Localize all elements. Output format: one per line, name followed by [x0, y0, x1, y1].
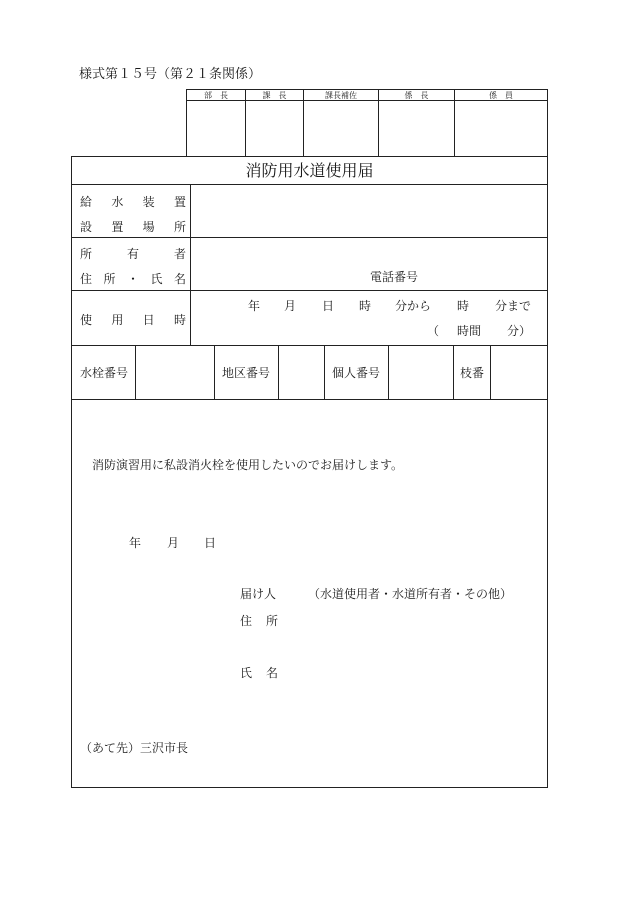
date-year-unit: 年 [129, 536, 142, 550]
equipment-location-field[interactable] [191, 185, 547, 237]
form-title: 消防用水道使用届 [245, 161, 374, 180]
minute-until-unit: 分まで [495, 299, 532, 313]
name-label-2: 名 [266, 666, 279, 680]
stamp-header-unit-chief: 係 長 [404, 91, 429, 100]
personal-number-field[interactable] [389, 346, 453, 399]
day-unit: 日 [322, 299, 335, 313]
applicant-address-field[interactable] [308, 607, 538, 631]
owner-label-line1: 所 有 者 [80, 247, 186, 261]
stamp-header-department-head: 部 長 [204, 91, 228, 100]
duration-minutes-unit: 分） [507, 324, 532, 338]
location-label-line2: 設 置 場 所 [80, 220, 186, 234]
branch-number-field[interactable] [491, 346, 547, 399]
hour-unit: 時 [359, 299, 372, 313]
applicant-label: 届け人 [240, 587, 277, 601]
date-month-unit: 月 [167, 536, 180, 550]
stamp-header-deputy-chief: 課長補佐 [325, 91, 357, 100]
numbers-cell-divider [453, 345, 454, 399]
stamp-header-staff: 係 員 [489, 91, 513, 100]
month-unit: 月 [284, 299, 297, 313]
minute-from-unit: 分から [395, 299, 432, 313]
equipment-label-line1: 給 水 装 置 [80, 195, 186, 209]
duration-hours-unit: 時間 [457, 324, 482, 338]
duration-open-paren: （ [427, 324, 440, 338]
hour-until-unit: 時 [457, 299, 470, 313]
form-number: 様式第１５号（第２１条関係） [79, 67, 262, 82]
phone-number-label: 電話番号 [370, 270, 419, 284]
year-unit: 年 [248, 299, 261, 313]
address-label-2: 所 [266, 614, 279, 628]
personal-number-label: 個人番号 [332, 366, 381, 380]
applicant-name-field[interactable] [308, 659, 538, 683]
district-number-field[interactable] [279, 346, 324, 399]
date-day-unit: 日 [204, 536, 217, 550]
name-label-1: 氏 [240, 666, 253, 680]
notification-form [71, 156, 548, 788]
row-divider [72, 399, 547, 400]
applicant-type-note: （水道使用者・水道所有者・その他） [308, 587, 513, 601]
address-label-1: 住 [240, 614, 253, 628]
addressee: （あて先）三沢市長 [80, 741, 189, 755]
stamp-header-section-chief: 課 長 [262, 91, 287, 100]
request-statement: 消防演習用に私設消火栓を使用したいのでお届けします。 [92, 458, 404, 472]
district-number-label: 地区番号 [222, 366, 271, 380]
numbers-cell-divider [324, 345, 325, 399]
hydrant-number-label: 水栓番号 [80, 366, 129, 380]
owner-field[interactable] [191, 238, 547, 290]
hydrant-number-field[interactable] [136, 346, 214, 399]
numbers-cell-divider [214, 345, 215, 399]
usage-datetime-label: 使 用 日 時 [80, 313, 186, 327]
owner-label-line2: 住 所 ・ 氏 名 [80, 272, 186, 286]
branch-number-label: 枝番 [460, 366, 485, 380]
approval-stamp-grid [186, 89, 548, 157]
